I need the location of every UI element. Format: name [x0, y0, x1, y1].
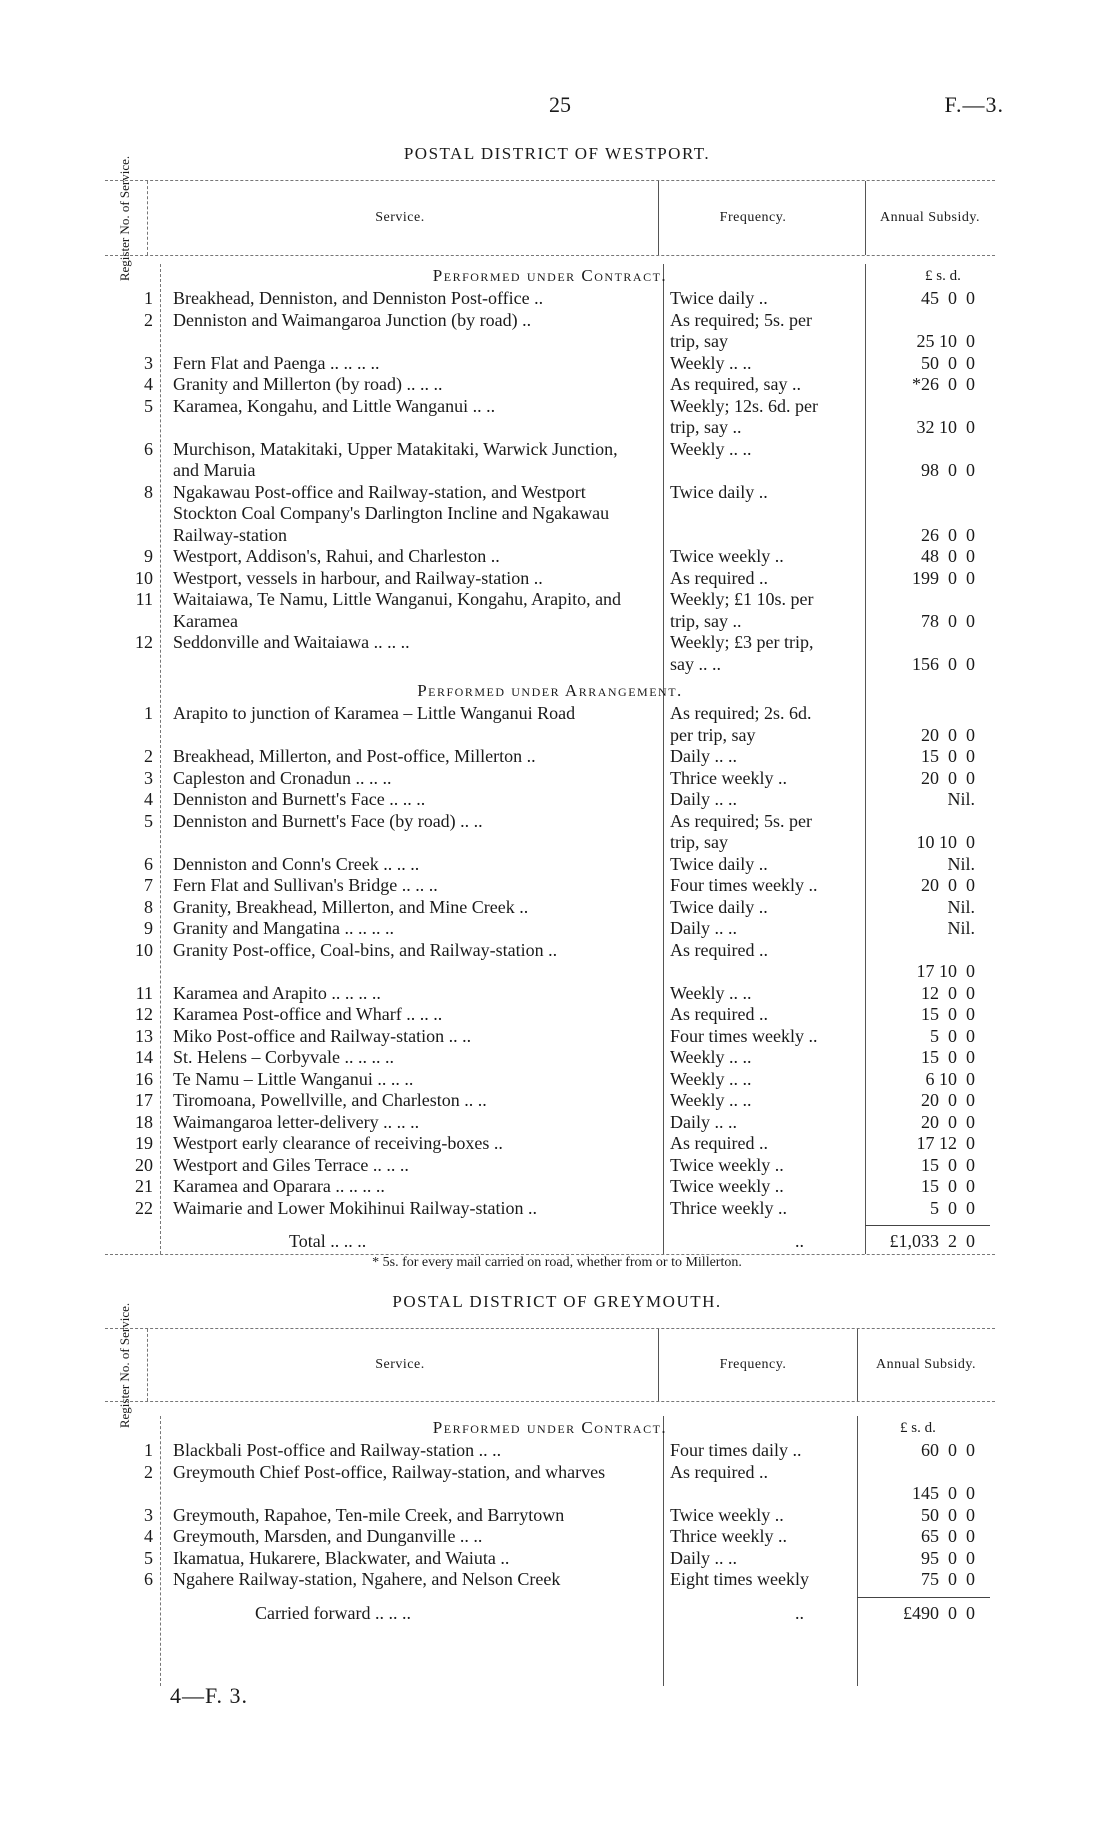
register-number: 17: [135, 1090, 153, 1110]
subsidy-cell: *26 0 0: [912, 374, 975, 394]
frequency-cell: Thrice weekly ..: [670, 767, 787, 788]
greymouth-carried-forward-row: [105, 1601, 995, 1631]
subsidy-cell: 98 0 0: [921, 460, 975, 480]
subsidy-cell: 50 0 0: [921, 1504, 975, 1525]
westport-contract-rows: [105, 288, 995, 675]
register-number: 1: [144, 703, 153, 723]
frequency-cell: Twice daily ..: [670, 896, 768, 917]
register-number: 7: [144, 875, 153, 895]
table-row: [105, 1548, 995, 1570]
subsidy-cell: 145 0 0: [912, 1483, 975, 1503]
frequency-column-header: Frequency.: [719, 1357, 787, 1372]
frequency-cell: Twice weekly ..: [670, 546, 784, 566]
table-row: [105, 703, 995, 746]
subsidy-cell: Nil.: [947, 789, 975, 809]
frequency-cell: Weekly .. ..: [670, 1047, 752, 1067]
table-row: [105, 1176, 995, 1198]
subsidy-cell: 15 0 0: [921, 1154, 975, 1175]
contract-section-heading: Performed under Contract. £ s. d.: [105, 264, 995, 288]
frequency-cell: Four times daily ..: [670, 1440, 802, 1460]
service-cell: Westport, vessels in harbour, and Railway-station ..: [173, 567, 543, 588]
service-cell: Karamea Post-office and Wharf .. .. ..: [173, 1004, 443, 1024]
frequency-cell: As required ..: [670, 1133, 768, 1153]
register-number: 5: [144, 1547, 153, 1568]
table-row: [105, 1462, 995, 1505]
subsidy-cell: 5 0 0: [930, 1197, 975, 1218]
frequency-cell: Eight times weekly: [670, 1569, 809, 1589]
service-cell: Breakhead, Denniston, and Denniston Post-office ..: [173, 288, 544, 308]
register-column-header: Register No. of Service.: [117, 1302, 133, 1428]
register-number: 12: [135, 1004, 153, 1024]
greymouth-table-body: [105, 1416, 995, 1686]
register-number: 2: [144, 746, 153, 766]
subsidy-cell: Nil.: [947, 896, 975, 917]
subsidy-cell: 32 10 0: [916, 417, 975, 437]
register-number: 13: [135, 1025, 153, 1046]
register-number: 6: [144, 853, 153, 874]
frequency-cell: As required ..: [670, 1004, 768, 1024]
frequency-cell: As required ..: [670, 567, 768, 588]
subsidy-cell: 17 10 0: [916, 961, 975, 981]
subsidy-cell: 15 0 0: [921, 1176, 975, 1196]
service-cell: St. Helens – Corbyvale .. .. .. ..: [173, 1047, 394, 1067]
register-number: 10: [135, 567, 153, 588]
service-column-header: Service.: [375, 210, 425, 225]
service-cell: Murchison, Matakitaki, Upper Matakitaki, Warwick Junction, and Maruia: [173, 438, 618, 480]
service-cell: Denniston and Burnett's Face (by road) .. ..: [173, 810, 483, 831]
frequency-cell: Weekly .. ..: [670, 982, 752, 1003]
table-row: [105, 632, 995, 675]
service-cell: Seddonville and Waitaiawa .. .. ..: [173, 632, 410, 652]
table-row: [105, 897, 995, 919]
frequency-cell: As required; 5s. per trip, say: [670, 309, 812, 351]
subsidy-cell: 78 0 0: [921, 610, 975, 631]
register-column-header: Register No. of Service.: [117, 155, 133, 281]
register-number: 5: [144, 395, 153, 416]
service-cell: Granity Post-office, Coal-bins, and Railway-station ..: [173, 939, 558, 960]
service-cell: Breakhead, Millerton, and Post-office, Millerton ..: [173, 746, 536, 766]
subsidy-cell: 45 0 0: [921, 288, 975, 308]
service-cell: Denniston and Waimangaroa Junction (by road) ..: [173, 309, 532, 330]
service-cell: Arapito to junction of Karamea – Little Wanganui Road: [173, 703, 576, 723]
table-row: [105, 482, 995, 547]
register-number: 3: [144, 767, 153, 788]
subsidy-column-header: Annual Subsidy.: [880, 210, 980, 225]
service-column-header: Service.: [375, 1357, 425, 1372]
register-number: 16: [135, 1068, 153, 1089]
register-number: 9: [144, 546, 153, 566]
register-number: 20: [135, 1154, 153, 1175]
frequency-cell: Weekly .. ..: [670, 438, 752, 459]
frequency-column-header: Frequency.: [719, 210, 787, 225]
carried-forward-label: Carried forward .. .. ..: [255, 1602, 411, 1623]
register-number: 5: [144, 810, 153, 831]
service-cell: Westport, Addison's, Rahui, and Charleston ..: [173, 546, 500, 566]
register-number: 4: [144, 374, 153, 394]
service-cell: Greymouth Chief Post-office, Railway-station, and wharves: [173, 1461, 606, 1482]
total-amount: £1,033 2 0: [889, 1231, 975, 1251]
table-row: [105, 1069, 995, 1091]
table-row: [105, 1026, 995, 1048]
frequency-cell: Twice daily ..: [670, 288, 768, 308]
subsidy-cell: 48 0 0: [921, 546, 975, 566]
westport-title: POSTAL DISTRICT OF WESTPORT.: [403, 144, 711, 163]
frequency-cell: As required ..: [670, 1461, 768, 1482]
table-row: [105, 1090, 995, 1112]
frequency-cell: Four times weekly ..: [670, 875, 818, 895]
register-number: 2: [144, 1461, 153, 1482]
service-cell: Karamea, Kongahu, and Little Wanganui .. ..: [173, 395, 496, 416]
service-cell: Westport and Giles Terrace .. .. ..: [173, 1154, 409, 1175]
table-row: [105, 288, 995, 310]
register-number: 6: [144, 1569, 153, 1589]
table-row: [105, 1155, 995, 1177]
frequency-cell: Twice weekly ..: [670, 1504, 784, 1525]
table-row: [105, 396, 995, 439]
service-cell: Greymouth, Rapahoe, Ten-mile Creek, and Barrytown: [173, 1504, 565, 1525]
subsidy-cell: Nil.: [947, 918, 975, 938]
table-row: [105, 875, 995, 897]
frequency-cell: Weekly; £1 10s. per trip, say ..: [670, 589, 814, 631]
table-row: [105, 353, 995, 375]
arrangement-section-heading: Performed under Arrangement.: [417, 681, 683, 700]
frequency-cell: As required; 5s. per trip, say: [670, 810, 812, 852]
table-row: [105, 1526, 995, 1548]
carried-forward-amount: £490 0 0: [903, 1602, 975, 1623]
subsidy-cell: 20 0 0: [921, 1090, 975, 1110]
register-number: 1: [144, 1440, 153, 1460]
subsidy-cell: 199 0 0: [912, 567, 975, 588]
service-cell: Westport early clearance of receiving-boxes ..: [173, 1133, 503, 1153]
table-row: [105, 811, 995, 854]
frequency-cell: Thrice weekly ..: [670, 1526, 787, 1546]
frequency-cell: Twice weekly ..: [670, 1176, 784, 1196]
register-number: 1: [144, 288, 153, 308]
frequency-cell: Daily .. ..: [670, 918, 737, 938]
subsidy-cell: 95 0 0: [921, 1547, 975, 1568]
subsidy-cell: 50 0 0: [921, 352, 975, 373]
table-row: [105, 854, 995, 876]
page-signature: 4—F. 3.: [170, 1683, 248, 1708]
service-cell: Karamea and Oparara .. .. .. ..: [173, 1176, 385, 1196]
westport-table-body: [105, 264, 995, 1254]
total-dots: ..: [795, 1231, 804, 1251]
table-row: [105, 589, 995, 632]
service-cell: Karamea and Arapito .. .. .. ..: [173, 982, 381, 1003]
subsidy-cell: Nil.: [947, 853, 975, 874]
table-row: [105, 1198, 995, 1220]
service-cell: Ngakawau Post-office and Railway-station, and Westport Stockton Coal Company's Darlington Incline and Ngakawau Railway-station: [173, 481, 610, 545]
frequency-cell: Daily .. ..: [670, 1111, 737, 1132]
service-cell: Greymouth, Marsden, and Dunganville .. ..: [173, 1526, 483, 1546]
subsidy-cell: 20 0 0: [921, 724, 975, 745]
frequency-cell: Twice daily ..: [670, 853, 768, 874]
register-number: 19: [135, 1133, 153, 1153]
table-row: [105, 1569, 995, 1591]
register-number: 6: [144, 438, 153, 459]
frequency-cell: Weekly .. ..: [670, 1068, 752, 1089]
service-cell: Granity and Millerton (by road) .. .. ..: [173, 374, 443, 394]
subsidy-cell: 60 0 0: [921, 1440, 975, 1460]
register-number: 10: [135, 939, 153, 960]
register-number: 3: [144, 1504, 153, 1525]
subsidy-cell: 15 0 0: [921, 746, 975, 766]
currency-header: £ s. d.: [900, 1420, 936, 1436]
subsidy-cell: 75 0 0: [921, 1569, 975, 1589]
service-cell: Waimarie and Lower Mokihinui Railway-station ..: [173, 1197, 537, 1218]
subsidy-cell: 25 10 0: [916, 331, 975, 351]
total-label: Total .. .. ..: [289, 1231, 367, 1251]
service-cell: Ngahere Railway-station, Ngahere, and Nelson Creek: [173, 1569, 561, 1589]
table-row: [105, 789, 995, 811]
register-number: 4: [144, 1526, 153, 1546]
table-row: [105, 768, 995, 790]
greymouth-table: [105, 1302, 995, 1686]
table-row: [105, 1133, 995, 1155]
frequency-cell: Weekly; £3 per trip, say .. ..: [670, 632, 814, 674]
service-cell: Denniston and Conn's Creek .. .. ..: [173, 853, 420, 874]
table-row: [105, 918, 995, 940]
greymouth-title: POSTAL DISTRICT OF GREYMOUTH.: [392, 1292, 722, 1311]
subsidy-cell: 20 0 0: [921, 875, 975, 895]
frequency-cell: As required ..: [670, 939, 768, 960]
register-number: 4: [144, 789, 153, 809]
frequency-cell: As required; 2s. 6d. per trip, say: [670, 703, 812, 745]
currency-header: £ s. d.: [925, 268, 961, 284]
service-cell: Granity and Mangatina .. .. .. ..: [173, 918, 394, 938]
table-row: [105, 568, 995, 590]
westport-table: [105, 155, 995, 1255]
subsidy-cell: 15 0 0: [921, 1047, 975, 1067]
table-row: [105, 1440, 995, 1462]
frequency-cell: As required, say ..: [670, 374, 801, 394]
document-reference: F.—3.: [944, 92, 1004, 117]
frequency-cell: Daily .. ..: [670, 1547, 737, 1568]
service-cell: Miko Post-office and Railway-station .. ..: [173, 1025, 472, 1046]
table-row: [105, 546, 995, 568]
frequency-cell: Daily .. ..: [670, 746, 737, 766]
greymouth-contract-rows: [105, 1440, 995, 1591]
register-number: 11: [135, 982, 153, 1003]
register-number: 11: [135, 589, 153, 609]
table-row: [105, 1004, 995, 1026]
register-number: 22: [135, 1197, 153, 1218]
frequency-cell: Twice daily ..: [670, 481, 768, 502]
frequency-cell: Four times weekly ..: [670, 1025, 818, 1046]
service-cell: Fern Flat and Sullivan's Bridge .. .. ..: [173, 875, 438, 895]
page-number: 25: [549, 92, 571, 117]
table-row: [105, 310, 995, 353]
register-number: 18: [135, 1111, 153, 1132]
frequency-cell: Daily .. ..: [670, 789, 737, 809]
carried-forward-dots: ..: [795, 1602, 804, 1623]
register-number: 2: [144, 309, 153, 330]
subsidy-cell: 17 12 0: [916, 1133, 975, 1153]
subsidy-cell: 65 0 0: [921, 1526, 975, 1546]
service-cell: Te Namu – Little Wanganui .. .. ..: [173, 1068, 414, 1089]
register-number: 21: [135, 1176, 153, 1196]
subsidy-cell: 156 0 0: [912, 653, 975, 674]
table-row: [105, 439, 995, 482]
greymouth-contract-section-heading: Performed under Contract. £ s. d.: [105, 1416, 995, 1440]
register-number: 14: [135, 1047, 153, 1067]
frequency-cell: Weekly .. ..: [670, 1090, 752, 1110]
table-row: [105, 940, 995, 983]
page-header: [0, 92, 1114, 122]
westport-footnote: * 5s. for every mail carried on road, whether from or to Millerton.: [372, 1255, 742, 1270]
service-cell: Granity, Breakhead, Millerton, and Mine Creek ..: [173, 896, 529, 917]
service-cell: Capleston and Cronadun .. .. ..: [173, 767, 392, 788]
subsidy-cell: 26 0 0: [921, 524, 975, 545]
service-cell: Blackbali Post-office and Railway-station .. ..: [173, 1440, 502, 1460]
frequency-cell: Thrice weekly ..: [670, 1197, 787, 1218]
subsidy-cell: 12 0 0: [921, 982, 975, 1003]
table-row: [105, 1112, 995, 1134]
table-row: [105, 746, 995, 768]
table-row: [105, 983, 995, 1005]
table-row: [105, 1047, 995, 1069]
subsidy-cell: 10 10 0: [916, 832, 975, 852]
subsidy-cell: 5 0 0: [930, 1025, 975, 1046]
subsidy-cell: 20 0 0: [921, 1111, 975, 1132]
service-cell: Ikamatua, Hukarere, Blackwater, and Waiuta ..: [173, 1547, 510, 1568]
register-number: 12: [135, 632, 153, 652]
subsidy-column-header: Annual Subsidy.: [876, 1357, 976, 1372]
register-number: 9: [144, 918, 153, 938]
service-cell: Waitaiawa, Te Namu, Little Wanganui, Kongahu, Arapito, and Karamea: [173, 589, 622, 631]
register-number: 3: [144, 352, 153, 373]
subsidy-cell: 15 0 0: [921, 1004, 975, 1024]
table-row: [105, 1505, 995, 1527]
service-cell: Denniston and Burnett's Face .. .. ..: [173, 789, 426, 809]
service-cell: Fern Flat and Paenga .. .. .. ..: [173, 352, 380, 373]
westport-arrangement-rows: [105, 703, 995, 1219]
frequency-cell: Weekly; 12s. 6d. per trip, say ..: [670, 395, 819, 437]
register-number: 8: [144, 896, 153, 917]
subsidy-cell: 6 10 0: [925, 1068, 975, 1089]
register-number: 8: [144, 481, 153, 502]
service-cell: Tiromoana, Powellville, and Charleston .. ..: [173, 1090, 487, 1110]
table-row: [105, 374, 995, 396]
service-cell: Waimangaroa letter-delivery .. .. ..: [173, 1111, 420, 1132]
frequency-cell: Weekly .. ..: [670, 352, 752, 373]
subsidy-cell: 20 0 0: [921, 767, 975, 788]
frequency-cell: Twice weekly ..: [670, 1154, 784, 1175]
